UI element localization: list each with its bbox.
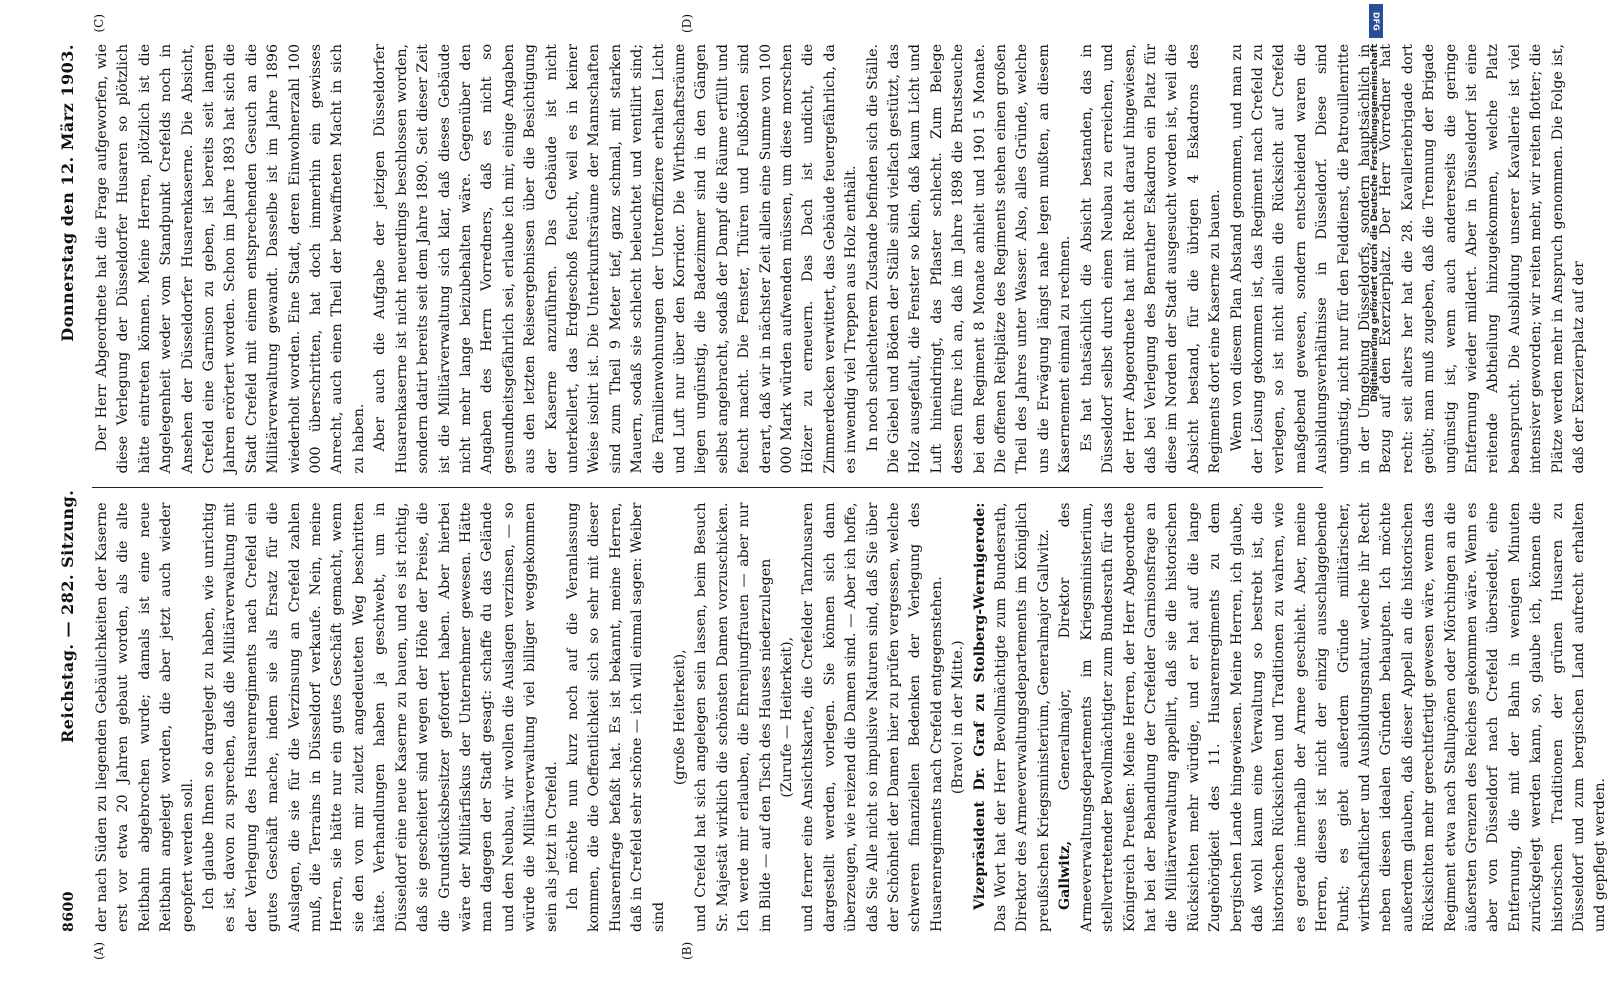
left-running-title: Reichstag. — 282. Sitzung. <box>58 489 77 743</box>
page-number: 8600 <box>61 891 77 932</box>
left-paragraph <box>948 503 969 933</box>
left-column <box>92 489 1609 933</box>
left-paragraph <box>563 503 670 933</box>
paragraph-text: (Bravo! in der Mitte.) <box>950 640 967 795</box>
paragraph-text: Der Herr Abgeordnete hat die Frage aufgeworfen, wie diese Verlegung der Düsseldorfer Husaren so plötzlich hätte eintreten können. Meine Herren, plötzlich ist die Angelegenheit weder vom Standpunkt Crefelds noch in Ansehen der Düsseldorfer Husarenkaserne. Die Absicht, Crefeld eine Garnison zu geben, ist bereits seit langen Jahren erörtert worden. Schon im Jahre 1893 hat sich die Stadt Crefeld mit einem entsprechenden Gesuch an die Militärverwaltung gewandt. Dasselbe ist im Jahre 1896 wiederholt worden. Eine Stadt, deren Einwohnerzahl 100 000 überschritten, hat doch immerhin ein gewisses Anrecht, auch einen Theil der bewaffneten Macht in sich zu haben. <box>94 44 367 474</box>
paragraph-text: In noch schlechterem Zustande befinden sich die Ställe. Die Giebel und Böden der Ställe sind vielfach gestützt, das Holz ausgefault, die Fenster so klein, daß kaum Licht und Luft hineindringt, das Pflaster schlecht. Zum Belege dessen führe ich an, daß im Jahre 1898 die Brustseuche bei dem Regiment 8 Monate anhielt und 1901 5 Monate. Die offenen Reitplätze des Regiments stehen einen großen Theil des Jahres unter Wasser. Also, alles Gründe, welche uns die Erwägung längst nahe legen mußten, an diesem Kasernement einmal zu rechnen. <box>864 44 1074 474</box>
paragraph-text: der nach Süden zu liegenden Gebäulichkeiten der Kaserne erst vor etwa 20 Jahren gebaut worden, als die alte Reitbahn abgebrochen wurde; damals ist eine neue Reitbahn angelegt worden, die aber jetzt auch wieder geopfert werden soll. <box>94 502 196 932</box>
paragraph-text: (große Heiterkeit), <box>671 649 688 786</box>
paragraph-text: Es hat thatsächlich die Absicht bestanden, das in Düsseldorf selbst durch einen Neubau zu erreichen, und der Herr Abgeordnete hat mit Recht darauf hingewiesen, daß bei Verlegung des Benrather Eskadron ein Platz für diese im Norden der Stadt ausgesucht worden ist, weil die Absicht bestand, für die übrigen 4 Eskadrons des Regiments dort eine Kaserne zu bauen. <box>1078 44 1224 474</box>
left-paragraph <box>777 503 798 933</box>
page-header <box>58 44 82 932</box>
dfg-logo: DFG <box>1369 4 1383 38</box>
right-paragraph <box>1227 44 1591 474</box>
margin-mark-b: (B) <box>680 941 694 960</box>
left-paragraph <box>691 503 777 933</box>
right-running-title: Donnerstag den 12. März 1903. <box>58 44 77 342</box>
digitization-credit: Digitalisierung gefördert durch die Deutsche Forschungsgemeinschaft <box>1370 44 1380 403</box>
right-paragraph <box>863 44 1077 474</box>
left-paragraph <box>199 503 563 933</box>
speaker-name: Vizepräsident Dr. Graf zu Stolberg-Wernigerode: <box>971 502 988 910</box>
left-paragraph <box>670 503 691 933</box>
margin-mark-c: (C) <box>92 14 106 33</box>
paragraph-text: (Zurufe — Heiterkeit), <box>779 636 795 798</box>
paragraph-text: Ich glaube Ihnen so dargelegt zu haben, wie unrichtig es ist, davon zu sprechen, daß die Militärverwaltung mit der Verlegung des Husarenregiments nach Crefeld ein gutes Geschäft mache, indem sie als Ersatz für die Auslagen, die sie für die Verzinsung an Crefeld zahlen muß, die Terrains in Düsseldorf verkaufe. Nein, meine Herren, sie hätte nur ein gutes Geschäft gemacht, wenn sie den von mir zuletzt angedeuteten Weg beschritten hätte. Verhandlungen haben ja geschwebt, um in Düsseldorf eine neue Kaserne zu bauen, und es ist richtig, daß sie gescheitert sind wegen der Höhe der Preise, die die Grundstücksbesitzer gefordert haben. Aber hierbei wäre der Militärfiskus der Unternehmer gewesen. Hätte man dagegen der Stadt gesagt: schaffe du das Gelände und den Neubau, wir wollen die Auslagen verzinsen, — so würde die Militärverwaltung viel billiger weggekommen sein als jetzt in Crefeld. <box>201 502 560 932</box>
paragraph-text: Ich möchte nun kurz noch auf die Veranlassung kommen, die die Oeffentlichkeit sich so sehr mit dieser Husarenfrage befaßt hat. Es ist bekannt, meine Herren, daß in Crefeld sehr schöne — ich will einmal sagen: Weiber sind <box>564 502 667 932</box>
right-paragraph <box>370 44 862 474</box>
right-paragraph <box>92 44 370 474</box>
margin-mark-d: (D) <box>680 14 694 33</box>
margin-mark-a: (A) <box>92 941 106 960</box>
left-paragraph <box>798 503 948 933</box>
left-paragraph <box>1055 503 1612 933</box>
paragraph-text: Aber auch die Aufgabe der jetzigen Düsseldorfer Husarenkaserne ist nicht neuerdings beschlossen worden, sondern datirt bereits seit dem Jahre 1890. Seit dieser Zeit ist die Militärverwaltung sich klar, daß dieses Gebäude nicht mehr lange beizubehalten wäre. Gegenüber den Angaben des Herrn Vorredners, daß es nicht so gesundheitsgefährlich sei, erlaube ich mir, einige Angaben aus den letzten Reiseergebnissen über die Besichtigung der Kaserne anzuführen. Das Gebäude ist nicht unterkellert, das Erdgeschoß feucht, weil es in keiner Weise isolirt ist. Die Unterkunftsräume der Mannschaften sind zum Theil 9 Meter tief, ganz schmal, mit starken Mauern, sodaß sie schlecht beleuchtet und ventilirt sind; die Familienwohnungen der Unteroffiziere erhalten Licht und Luft nur über den Korridor. Die Wirthschaftsräume liegen ungünstig, die Badezimmer sind in den Gängen selbst angebracht, sodaß der Dampf die Räume erfüllt und feucht macht. Die Fenster, Thüren und Fußböden sind derart, daß wir in nächster Zeit allein eine Summe von 100 000 Mark würden aufwenden müssen, um diese morschen Hölzer zu erneuern. Das Dach ist undicht, die Zimmerdecken verwittert, das Gebäude feuergefährlich, da es inwendig viel Treppen aus Holz enthält. <box>372 44 860 474</box>
left-paragraph <box>92 503 199 933</box>
speaker-name: Gallwitz, <box>1057 840 1074 910</box>
paragraph-text: und ferner eine Ansichtskarte, die Crefelder Tanzhusaren dargestellt werden, vorlegen. Sie können sich dann überzeugen, wie reizend die Damen sind. — Aber ich hoffe, daß Sie Alle nicht so impulsive Naturen sind, daß Sie über der Schönheit der Damen hier zu prüfen vergessen, welche schweren finanziellen Bedenken der Verlegung des Husarenregiments nach Crefeld entgegenstehen. <box>800 502 945 932</box>
right-paragraph <box>1077 44 1227 474</box>
paragraph-text: Wenn von diesem Plan Abstand genommen, und man zu der Lösung gekommen ist, das Regiment nach Crefeld zu verlegen, so ist nicht allein die Rücksicht auf Crefeld maßgebend gewesen, sondern entscheidend waren die Ausbildungsverhältnisse in Düsseldorf. Diese sind ungünstig, nicht nur für den Felddienst, die Patrouillenritte in der Umgebung Düsseldorfs, sondern hauptsächlich in Bezug auf den Exerzierplatz. Der Herr Vorredner hat recht: seit alters her hat die 28. Kavalleriebrigade dort geübt; man muß zugeben, daß die Trennung der Brigade ungünstig ist, wenn auch andererseits die geringe Entfernung wieder mildert. Aber in Düsseldorf ist eine reitende Abtheilung hinzugekommen, welche Platz beansprucht. Die Ausbildung unserer Kavallerie ist viel intensiver geworden; wir reiten mehr, wir reiten flotter; die Plätze werden mehr in Anspruch genommen. Die Folge ist, daß der Exerzierplatz auf der <box>1228 44 1588 474</box>
paragraph-text: Das Wort hat der Herr Bevollmächtigte zum Bundesrath, Direktor des Armeeverwaltungsdepartements im Königlich preußischen Kriegsministerium, Generalmajor Gallwitz. <box>993 502 1052 932</box>
paragraph-text: und Crefeld hat sich angelegen sein lassen, beim Besuch Sr. Majestät wirklich die schönsten Damen vorzuschicken. Ich werde mir erlauben, die Ehrenjungfrauen — aber nur im Bilde — auf den Tisch des Hauses niederzulegen <box>693 502 774 932</box>
left-paragraph <box>970 503 1056 933</box>
paragraph-text: Generalmajor, Direktor des Armeeverwaltungsdepartements im Kriegsministerium, stellvertretender Bevollmächtigter zum Bundesrath für das Königreich Preußen: Meine Herren, der Herr Abgeordnete hat bei der Behandlung der Crefelder Garnisonsfrage an die Militärverwaltung appellirt, daß sie die historischen Rücksichten mehr würdige, und er hat auf die lange Zugehörigkeit des 11. Husarenregiments zu dem bergischen Lande hingewiesen. Meine Herren, ich glaube, daß wohl kaum eine Verwaltung so bestrebt ist, die historischen Rücksichten und Traditionen zu wahren, wie es gerade innerhalb der Armee geschieht. Aber, meine Herren, dieses ist nicht der einzig ausschlaggebende Punkt; es giebt außerdem Gründe militärischer, wirthschaftlicher und Ausbildungsnatur, welche ihr Recht neben diesen idealen Gründen behaupten. Ich möchte außerdem glauben, daß dieser Appell an die historischen Rücksichten mehr gerechtfertigt gewesen wäre, wenn das Regiment etwa nach Stallupönen oder Mörchingen an die äußersten Grenzen des Reiches gekommen wäre. Wenn es aber von Düsseldorf nach Crefeld übersiedelt, eine Entfernung, die mit der Bahn in wenigen Minuten zurückgelegt werden kann, so, glaube ich, können die historischen Traditionen der grünen Husaren zu Düsseldorf und zum bergischen Land aufrecht erhalten und gepflegt werden. <box>1057 502 1609 932</box>
